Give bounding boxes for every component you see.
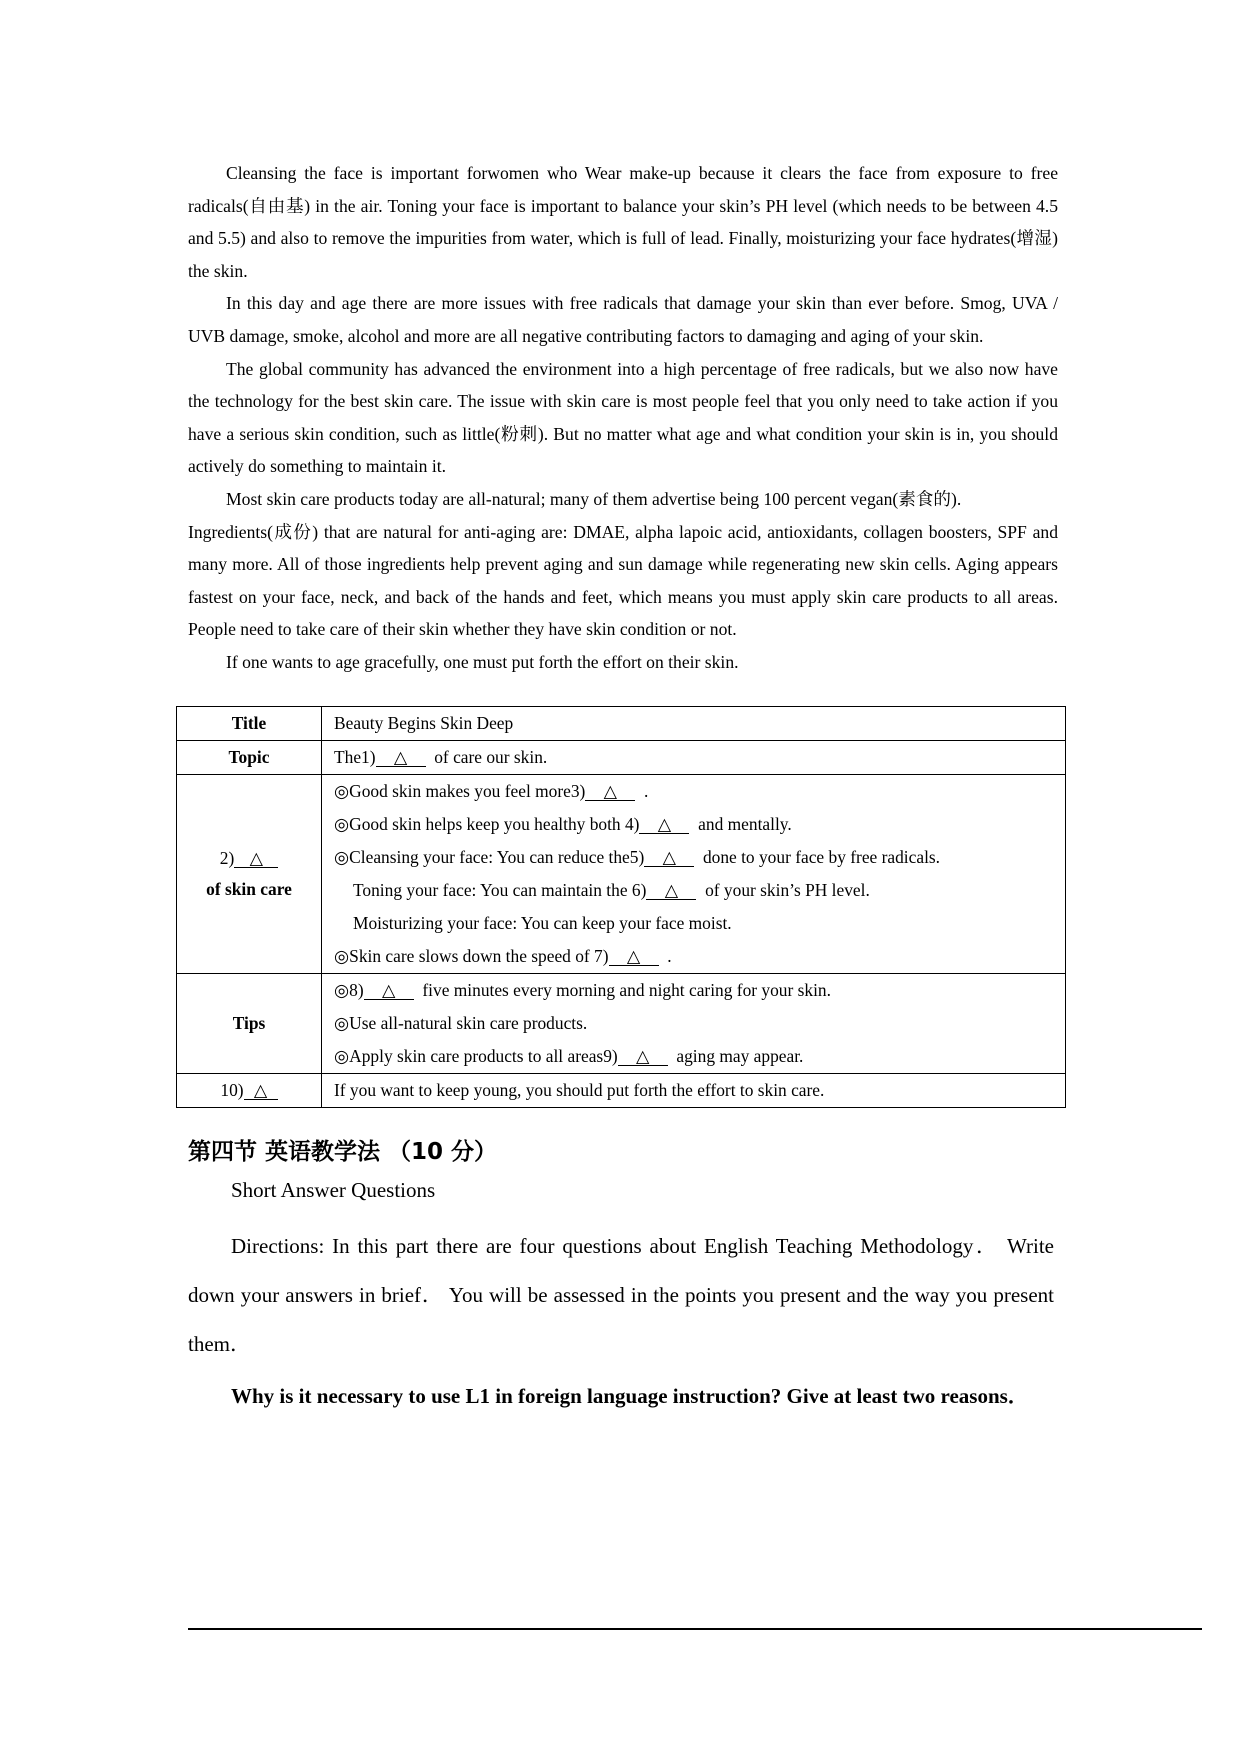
blank-2[interactable]: △ bbox=[234, 849, 278, 868]
blank-8[interactable]: △ bbox=[364, 981, 414, 1000]
footer-rule bbox=[188, 1628, 1202, 1630]
blank-10[interactable]: △ bbox=[244, 1081, 278, 1100]
table-row bbox=[177, 775, 1066, 974]
table-row bbox=[177, 974, 1066, 1074]
question-text: Why is it necessary to use L1 in foreign language instruction? Give at least two reasons． bbox=[231, 1384, 1029, 1408]
topic-label: Topic bbox=[177, 741, 322, 775]
table-row bbox=[177, 741, 1066, 775]
topic-value: The1) △ of care our skin. bbox=[322, 741, 1066, 775]
passage-paragraph: Most skin care products today are all-natural; many of them advertise being 100 percent vegan(素食的). bbox=[226, 488, 962, 509]
passage-paragraph: The global community has advanced the environment into a high percentage of free radicals, but we also now have the technology for the best skin care. The issue with skin care is most people feel that you only need to take action if you have a serious skin condition, such as little(粉刺). But no matter what age and what condition your skin is in, you should actively do something to maintain it. bbox=[188, 358, 1058, 477]
tips-label: Tips bbox=[177, 974, 322, 1074]
table-row bbox=[177, 707, 1066, 741]
reading-passage bbox=[188, 157, 1058, 679]
last-label: 10) △ bbox=[177, 1074, 322, 1108]
title-label: Title bbox=[177, 707, 322, 741]
blank-3[interactable]: △ bbox=[585, 782, 635, 801]
section-subheading: Short Answer Questions bbox=[231, 1178, 436, 1202]
blank-6[interactable]: △ bbox=[646, 881, 696, 900]
blank-9[interactable]: △ bbox=[618, 1047, 668, 1066]
blank-7[interactable]: △ bbox=[609, 947, 659, 966]
table-row bbox=[177, 1074, 1066, 1108]
benefits-content: ◎Good skin makes you feel more3) △ . ◎Good skin helps keep you healthy both 4) △ and mentally. ◎Cleansing your face: You can reduce the5) △ done to your face by free radicals. Toning your face: You can maintain the 6) △ of your skin’s PH level. Moisturizing your face: You can keep your face moist. ◎Skin care slows down the speed of 7) △ . bbox=[322, 775, 1066, 974]
directions-text: Directions: In this part there are four questions about English Teaching Methodology． Write down your answers in brief． You will be assessed in the points you present and the way you present them． bbox=[188, 1234, 1054, 1356]
blank-4[interactable]: △ bbox=[639, 815, 689, 834]
passage-paragraph: Ingredients(成份) that are natural for anti-aging are: DMAE, alpha lapoic acid, antioxidants, collagen boosters, SPF and many more. All of those ingredients help prevent aging and sun damage while regenerating new skin cells. Aging appears fastest on your face, neck, and back of the hands and feet, which means you must apply skin care products to all areas. People need to take care of their skin whether they have skin condition or not. bbox=[188, 521, 1058, 640]
section-heading: 第四节 英语教学法 （10 分） bbox=[188, 1139, 498, 1165]
passage-paragraph: If one wants to age gracefully, one must put forth the effort on their skin. bbox=[226, 651, 739, 672]
passage-paragraph: In this day and age there are more issues with free radicals that damage your skin than ever before. Smog, UVA / UVB damage, smoke, alcohol and more are all negative contributing factors to damaging and aging of your skin. bbox=[188, 293, 1058, 346]
benefits-label-text: of skin care bbox=[206, 879, 292, 899]
last-value: If you want to keep young, you should put forth the effort to skin care. bbox=[322, 1074, 1066, 1108]
blank-5[interactable]: △ bbox=[644, 848, 694, 867]
benefits-label: 2) △ of skin care bbox=[177, 775, 322, 974]
summary-table bbox=[176, 706, 1066, 1108]
title-value: Beauty Begins Skin Deep bbox=[322, 707, 1066, 741]
passage-paragraph: Cleansing the face is important forwomen who Wear make-up because it clears the face from exposure to free radicals(自由基) in the air. Toning your face is important to balance your skin’s PH level (which needs to be between 4.5 and 5.5) and also to remove the impurities from water, which is full of lead. Finally, moisturizing your face hydrates(增湿) the skin. bbox=[188, 163, 1058, 281]
blank-1[interactable]: △ bbox=[376, 748, 426, 767]
tips-content: ◎8) △ five minutes every morning and night caring for your skin. ◎Use all-natural skin care products. ◎Apply skin care products to all areas9) △ aging may appear. bbox=[322, 974, 1066, 1074]
